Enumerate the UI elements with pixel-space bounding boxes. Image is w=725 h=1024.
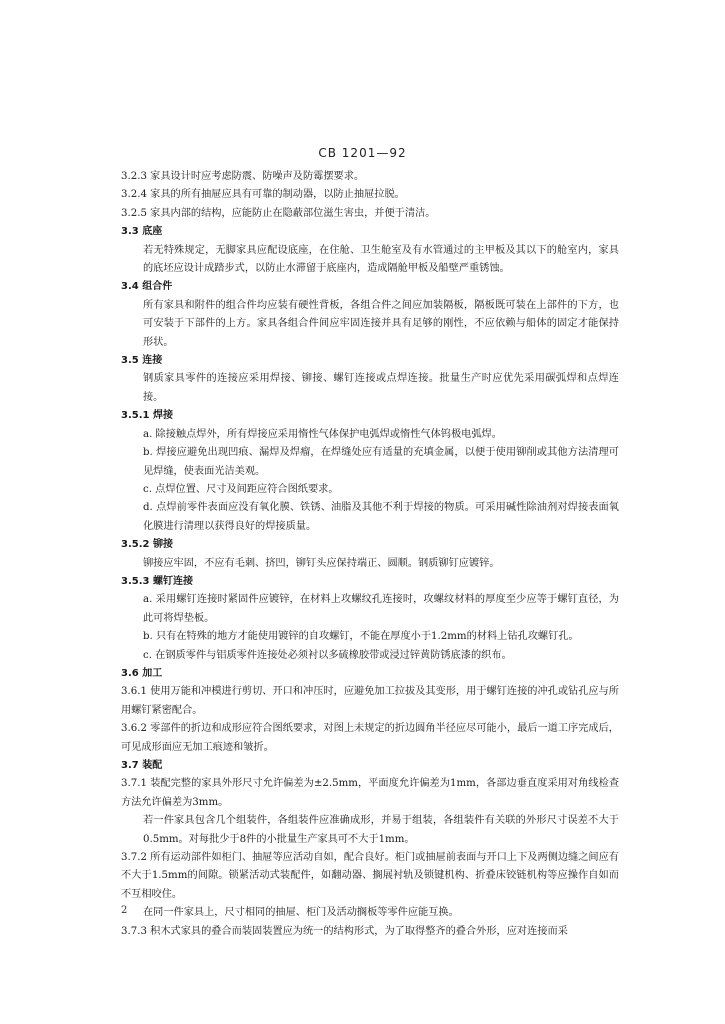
- clause-item: 3.7.3 积木式家具的叠合而装固装置应为统一的结构形式，为了取得整齐的叠合外形，应对连接而采: [121, 925, 568, 937]
- standard-code: CB 1201—92: [318, 146, 407, 160]
- paragraph: a. 采用螺钉连接时紧固件应镀锌，在材料上攻螺纹孔连接时，攻螺纹材料的厚度至少应等于螺钉直径，为此可将焊垫板。: [143, 594, 619, 624]
- paragraph: d. 点焊前零件表面应没有氧化膜、铁锈、油脂及其他不利于焊接的物质。可采用碱性除油剂对焊接表面氧化膜进行清理以获得良好的焊接质量。: [143, 502, 619, 532]
- section-heading: 3.5.3 螺钉连接: [121, 575, 193, 587]
- document-body: [121, 168, 619, 941]
- paragraph: a. 除接触点焊外，所有焊接应采用惰性气体保护电弧焊或惰性气体钨极电弧焊。: [143, 428, 502, 440]
- paragraph: b. 只有在特殊的地方才能使用镀锌的自攻螺钉，不能在厚度小于1.2mm的材料上钻孔攻螺钉孔。: [143, 631, 579, 643]
- clause-item: 3.7.1 装配完整的家具外形尺寸允许偏差为±2.5mm，平面度允许偏差为1mm，各部边垂直度采用对角线检查方法允许偏差为3mm。: [121, 778, 619, 808]
- paragraph: c. 点焊位置、尺寸及间距应符合图纸要求。: [143, 483, 339, 495]
- section-heading: 3.5 连接: [121, 355, 163, 367]
- section-heading: 3.5.2 铆接: [121, 539, 173, 551]
- paragraph: c. 在钢质零件与铝质零件连接处必须衬以多硫橡胶带或浸过锌黄防锈底漆的织布。: [143, 649, 512, 661]
- clause-item: 3.7.2 所有运动部件如柜门、抽屉等应活动自如，配合良好。柜门或抽屉前表面与开口上下及两侧边缝之间应有不大于1.5mm的间隙。锁紧活动式装配件，如翻动器、搁展衬轨及锁键机构、折叠床铰链机构等应操作自如而不互相咬住。: [121, 852, 619, 900]
- paragraph: b. 焊接应避免出现凹痕、漏焊及焊瘤，在焊缝处应有适量的充填金属，以便于使用铆削或其他方法清理可见焊缝，使表面光洁美观。: [143, 447, 619, 477]
- paragraph: 所有家具和附件的组合件均应装有硬性背板，各组合件之间应加装隔板，隔板既可装在上部件的下方，也可安装于下部件的上方。家具各组合件间应牢固连接并具有足够的刚性，不应依赖与船体的固定才能保持形状。: [143, 299, 619, 348]
- paragraph: 钢质家具零件的连接应采用焊接、铆接、螺钉连接或点焊连接。批量生产时应优先采用碳弧焊和点焊连接。: [143, 373, 619, 403]
- paragraph: 若一件家具包含几个组装件，各组装件应准确成形，并易于组装，各组装件有关联的外形尺寸误差不大于0.5mm。对每批少于8件的小批量生产家具可不大于1mm。: [143, 815, 619, 845]
- section-heading: 3.5.1 焊接: [121, 410, 173, 422]
- paragraph: 若无特殊规定，无脚家具应配设底座，在住舱、卫生舱室及有水管通过的主甲板及其以下的舱室内，家具的底坯应设计成踏步式，以防止水滞留于底座内，造成隔舱甲板及船壁严重锈蚀。: [143, 244, 619, 275]
- section-heading: 3.3 底座: [121, 226, 163, 238]
- section-heading: 3.7 装配: [121, 760, 163, 771]
- section-heading: 3.6 加工: [121, 667, 163, 679]
- paragraph: 铆接应牢固，不应有毛刺、挤凹，铆钉头应保持端正、圆顺。钢质铆钉应镀锌。: [143, 557, 500, 569]
- section-heading: 3.4 组合件: [121, 281, 173, 293]
- clause-item: 3.2.5 家具内部的结构，应能防止在隐蔽部位滋生害虫，并便于清洁。: [121, 207, 436, 219]
- paragraph: 在同一件家具上，尺寸相同的抽屉、柜门及活动搁板等零件应能互换。: [143, 907, 459, 919]
- page-number: 2: [121, 905, 128, 916]
- clause-item: 3.6.1 使用万能和冲模进行剪切、开口和冲压时，应避免加工拉拔及其变形，用于螺钉连接的冲孔或钻孔应与所用螺钉紧密配合。: [121, 686, 619, 716]
- clause-item: 3.2.3 家具设计时应考虑防震、防噪声及防霉摆要求。: [121, 171, 365, 182]
- clause-item: 3.2.4 家具的所有抽屉应具有可靠的制动器，以防止抽屉拉脱。: [121, 189, 405, 201]
- clause-item: 3.6.2 零部件的折边和成形应符合图纸要求，对图上未规定的折边圆角半径应尽可能小，最后一道工序完成后，可见成形面应无加工痕迹和皱折。: [121, 723, 619, 753]
